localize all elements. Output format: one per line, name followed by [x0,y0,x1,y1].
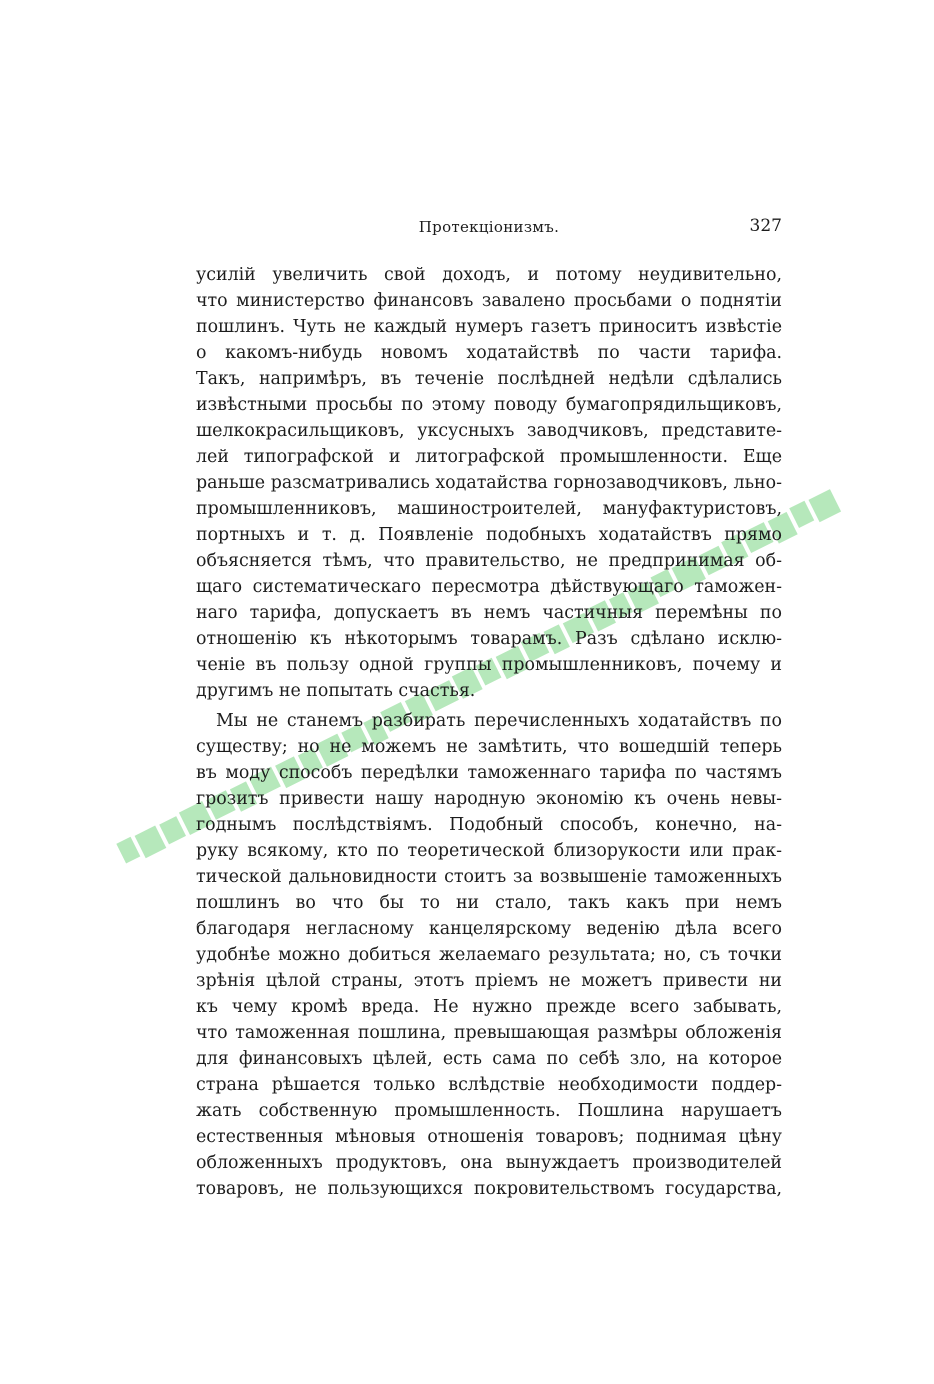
text-line: Такъ, напримѣръ, въ теченіе послѣдней недѣли сдѣлались [196,369,782,389]
text-line: наго тарифа, допускаетъ въ немъ частичныя перемѣны по [196,603,782,623]
text-line: грозитъ привести нашу народную экономію къ очень невы- [196,789,782,809]
text-line: жать собственную промышленность. Пошлина нарушаетъ [196,1101,782,1121]
text-line: удобнѣе можно добиться желаемаго результата; но, съ точки [196,945,782,965]
watermark-block [789,501,814,528]
page-number: 327 [749,216,782,236]
text-line: раньше разсматривались ходатайства горнозаводчиковъ, льно- [196,473,782,493]
text-line: объясняется тѣмъ, что правительство, не предпринимая об- [196,551,782,571]
watermark-block [135,826,167,859]
text-line: ченіе въ пользу одной группы промышленниковъ, почему и [196,655,782,675]
text-line: шелкокрасильщиковъ, уксусныхъ заводчиковъ, представите- [196,421,782,441]
running-header [196,214,782,244]
text-line: страна рѣшается только вслѣдствіе необходимости поддер- [196,1075,782,1095]
text-line: для финансовыхъ цѣлей, есть сама по себѣ зло, на которое [196,1049,782,1069]
text-line: Мы не станемъ разбирать перечисленныхъ ходатайствъ по [216,711,782,731]
text-line: усилій увеличить свой доходъ, и потому неудивительно, [196,265,782,285]
watermark-block [808,489,841,522]
text-line: естественныя мѣновыя отношенія товаровъ; поднимая цѣну [196,1127,782,1147]
watermark-block [159,816,186,844]
text-line: къ чему кромѣ вреда. Не нужно прежде всего забывать, [196,997,782,1017]
text-line: что таможенная пошлина, превышающая размѣры обложенія [196,1023,782,1043]
text-line: руку всякому, кто по теоретической близорукости или прак- [196,841,782,861]
text-line: промышленниковъ, машиностроителей, мануфактуристовъ, [196,499,782,519]
watermark-block [116,837,140,864]
text-line: зрѣнія цѣлой страны, этотъ пріемъ не можетъ привести ни [196,971,782,991]
text-line: лей типографской и литографской промышленности. Еще [196,447,782,467]
running-title: Протекціонизмъ. [418,218,560,236]
text-line: извѣстными просьбы по этому поводу бумагопрядильщиковъ, [196,395,782,415]
text-line: о какомъ-нибудь новомъ ходатайствѣ по части тарифа. [196,343,782,363]
text-line: въ моду способъ передѣлки таможеннаго тарифа по частямъ [196,763,782,783]
text-line: портныхъ и т. д. Появленіе подобныхъ ходатайствъ прямо [196,525,782,545]
text-line: пошлинъ. Чуть не каждый нумеръ газетъ приноситъ извѣстіе [196,317,782,337]
text-line: отношенію къ нѣкоторымъ товарамъ. Разъ сдѣлано исклю- [196,629,782,649]
text-line: пошлинъ во что бы то ни стало, такъ какъ при немъ [196,893,782,913]
text-line: щаго систематическаго пересмотра дѣйствующаго таможен- [196,577,782,597]
text-line: благодаря негласному канцелярскому веденію дѣла всего [196,919,782,939]
text-line: обложенныхъ продуктовъ, она вынуждаетъ производителей [196,1153,782,1173]
text-line: товаровъ, не пользующихся покровительствомъ государства, [196,1179,782,1199]
text-line: годнымъ послѣдствіямъ. Подобный способъ, конечно, на- [196,815,782,835]
text-line: тической дальновидности стоитъ за возвышеніе таможенныхъ [196,867,782,887]
text-line: существу; но не можемъ не замѣтить, что вошедшій теперь [196,737,782,757]
text-line: другимъ не попытать счастья. [196,681,476,701]
text-line: что министерство финансовъ завалено просьбами о поднятіи [196,291,782,311]
